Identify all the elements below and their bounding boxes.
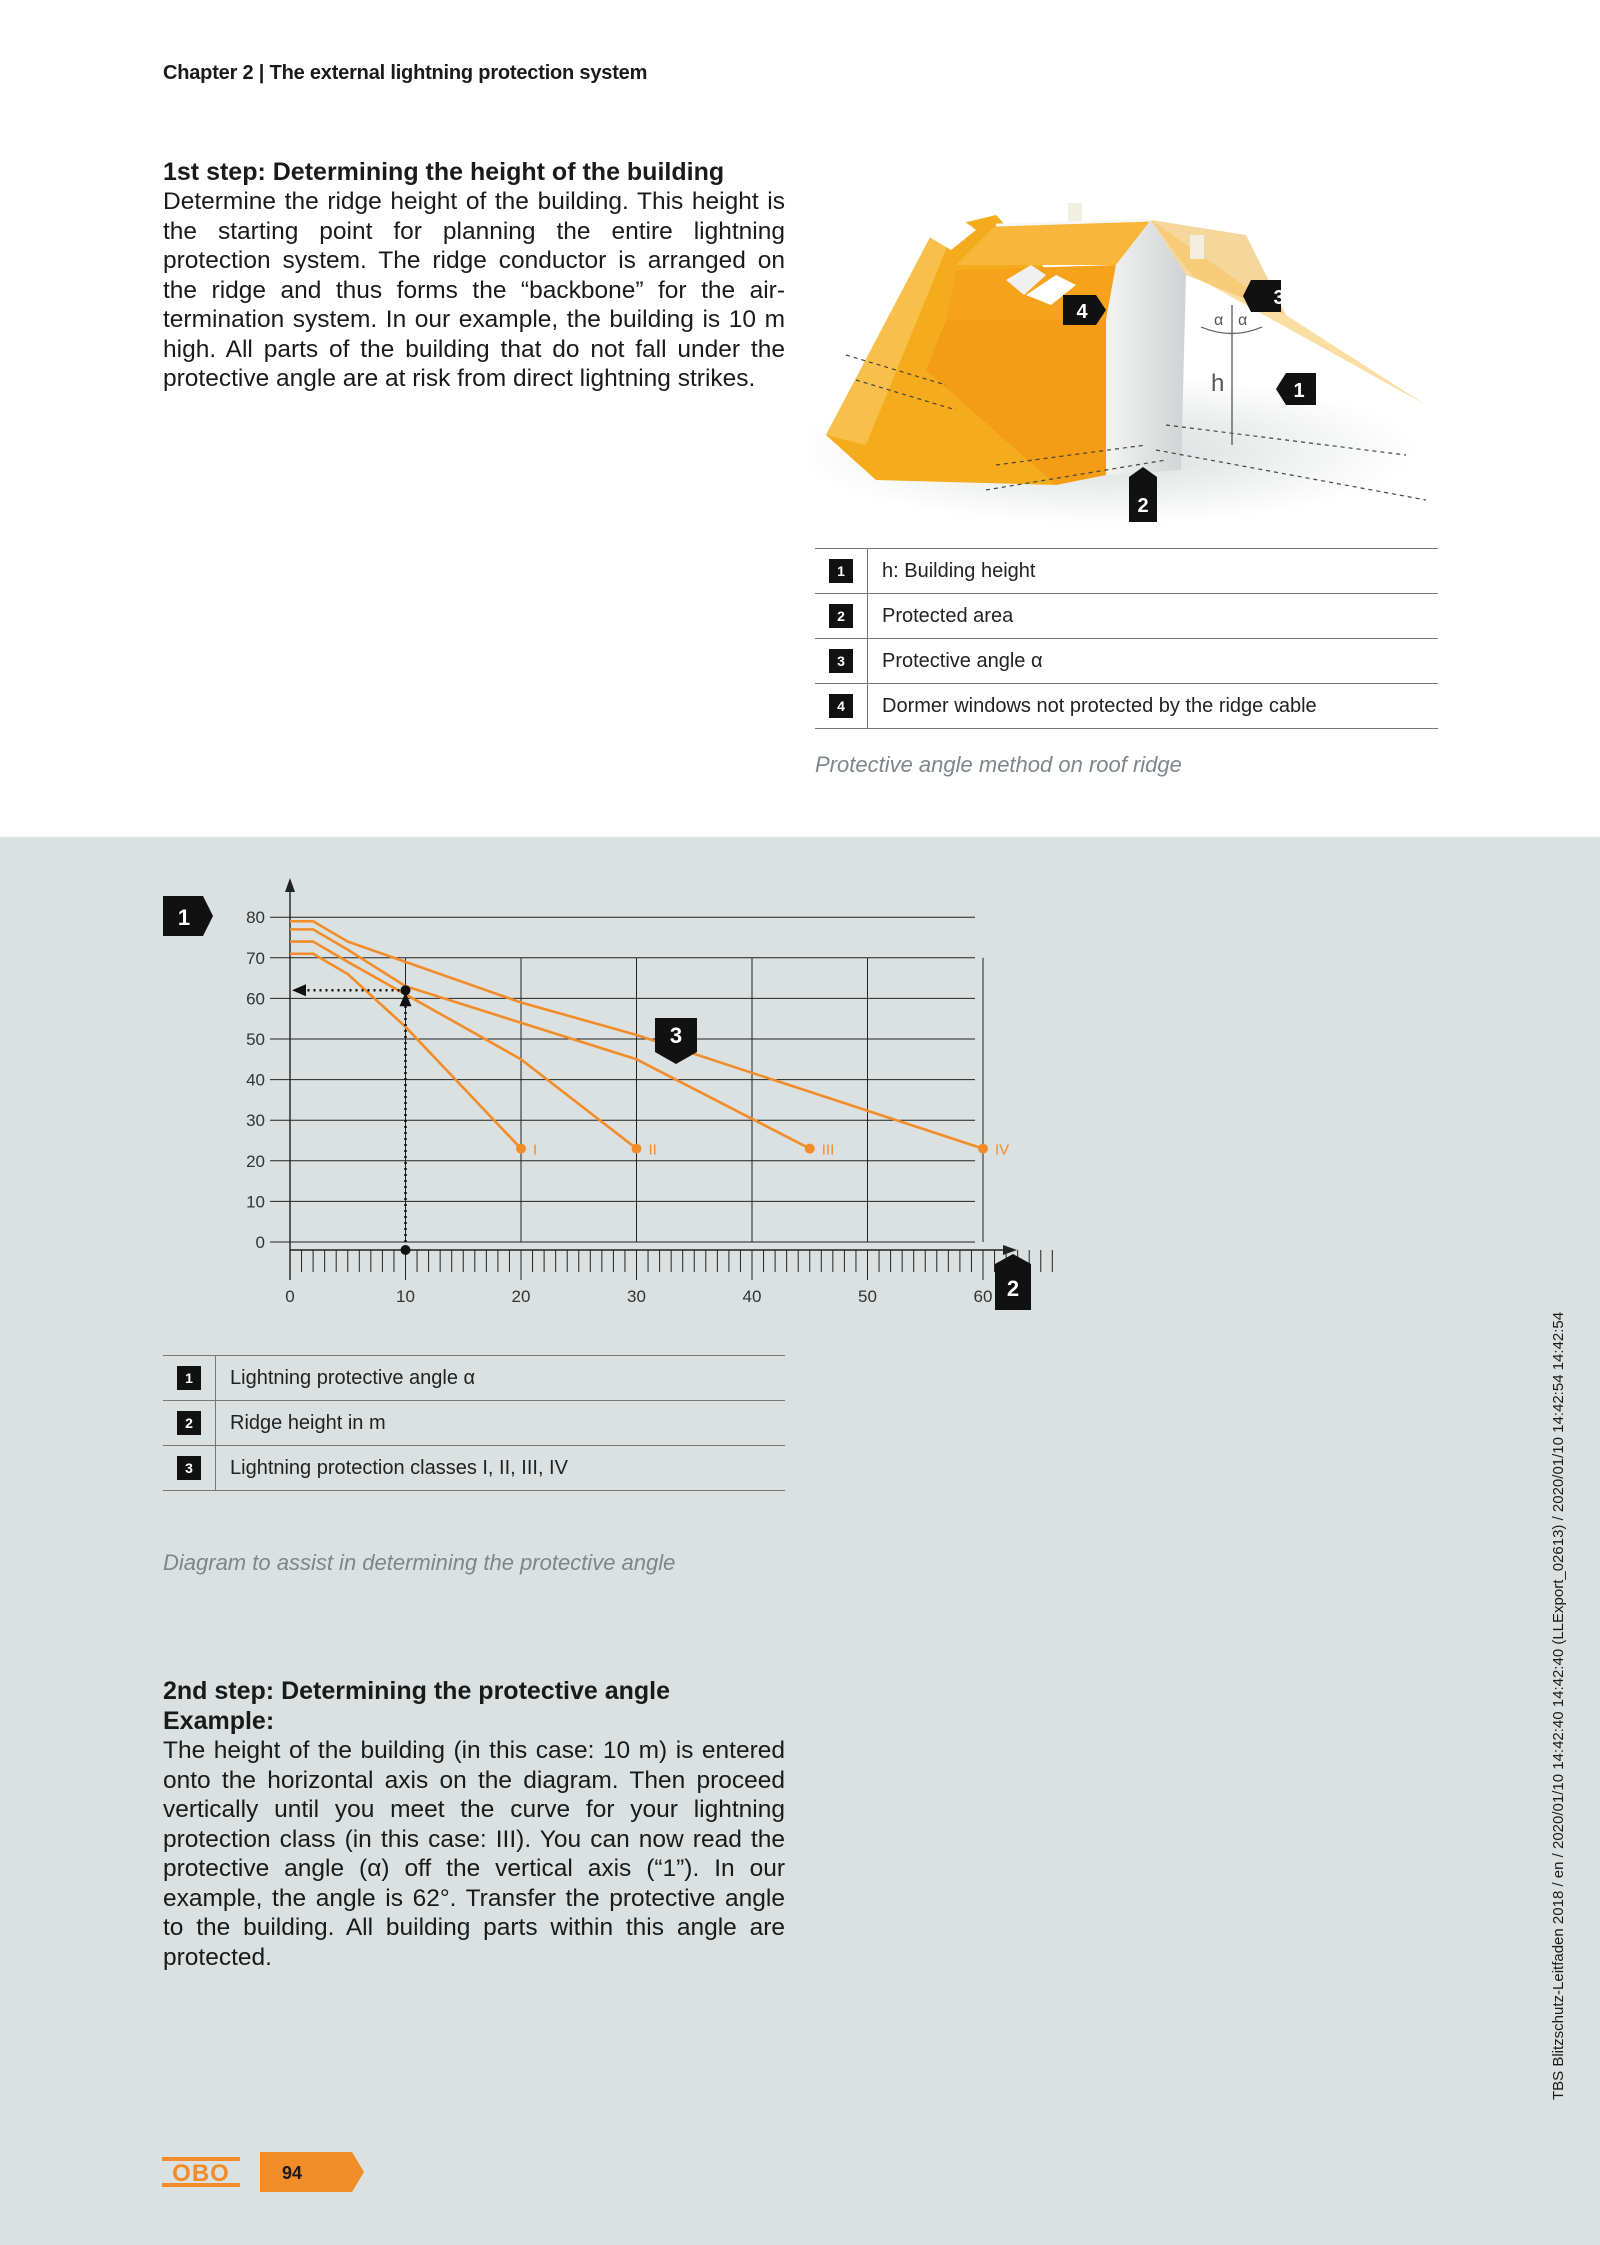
y-tick-label: 70 [246, 948, 265, 968]
chart-legend-number-cell [163, 1401, 216, 1446]
series-end-point-IV [978, 1144, 988, 1154]
step2-section [163, 1676, 785, 1972]
series-label-I: I [533, 1141, 538, 1159]
illustration-legend-text: Protected area [882, 604, 1014, 627]
svg-text:OBO: OBO [172, 2160, 230, 2187]
marker-3 [1243, 280, 1285, 312]
chart-legend-row [163, 1446, 785, 1491]
chart-grid [270, 878, 1052, 1280]
svg-text:2: 2 [1137, 495, 1149, 517]
example-left-arrow [292, 984, 306, 996]
h-label: h [1211, 370, 1225, 397]
chart-legend-text: Ridge height in m [230, 1411, 386, 1434]
x-tick-label: 10 [396, 1287, 415, 1306]
chart-caption: Diagram to assist in determining the protective angle [163, 1550, 676, 1575]
illustration-legend-number-badge: 2 [829, 604, 853, 628]
illustration-legend-number-badge: 4 [829, 694, 853, 718]
alpha-left-label: α [1214, 312, 1224, 329]
illustration-legend-number-cell [815, 639, 868, 684]
chart-legend-text: Lightning protection classes I, II, III, IV [230, 1456, 568, 1479]
illustration-legend-number-cell [815, 684, 868, 729]
illustration-legend-text: Protective angle α [882, 649, 1043, 672]
house-illustration [806, 155, 1440, 535]
chart-legend-number-badge: 1 [177, 1366, 201, 1390]
step1-title: 1st step: Determining the height of the building [163, 158, 725, 186]
page-number: 94 [281, 2163, 303, 2183]
side-print-info: TBS Blitzschutz-Leitfaden 2018 / en / 2020/01/10 14:42:40 14:42:40 (LLExport_02613) / 2020/01/10 14:42:54 14:42:54 [1550, 1311, 1567, 2100]
illustration-legend [815, 548, 1438, 729]
x-tick-label: 40 [742, 1287, 762, 1306]
y-tick-label: 40 [246, 1070, 265, 1090]
example-point [401, 985, 411, 995]
y-tick-label: 80 [246, 908, 265, 928]
svg-text:3: 3 [1273, 287, 1285, 309]
svg-text:2: 2 [1006, 1276, 1020, 1301]
y-tick-label: 20 [246, 1151, 265, 1171]
series-label-III: III [821, 1141, 835, 1159]
x-tick-label: 0 [285, 1287, 295, 1306]
chart-legend-text: Lightning protective angle α [230, 1366, 476, 1389]
step2-title: 2nd step: Determining the protective angle [163, 1677, 671, 1705]
y-tick-label: 50 [246, 1030, 265, 1049]
protective-angle-chart [140, 860, 1080, 1320]
illustration-legend-row [815, 639, 1438, 684]
svg-text:1: 1 [177, 905, 191, 930]
x-tick-label: 50 [858, 1287, 877, 1306]
illustration-legend-number-badge: 1 [829, 559, 853, 583]
step1-section [163, 157, 785, 394]
chart-legend-number-cell [163, 1446, 216, 1491]
illustration-legend-number-cell [815, 594, 868, 639]
chart-legend-number-badge: 3 [177, 1456, 201, 1480]
chart-legend-number-cell [163, 1356, 216, 1401]
x-tick-label: 30 [627, 1287, 646, 1306]
obo-logo [160, 2155, 242, 2189]
illustration-legend-number-badge: 3 [829, 649, 853, 673]
illustration-legend-row [815, 549, 1438, 594]
illustration-legend-row [815, 684, 1438, 729]
chart-marker-1 [163, 896, 213, 936]
illustration-legend-row [815, 594, 1438, 639]
svg-text:4: 4 [1076, 301, 1088, 323]
svg-text:1: 1 [1293, 380, 1305, 402]
example-start-point [401, 1245, 411, 1255]
marker-2 [1129, 467, 1157, 522]
chart-marker-3 [655, 1018, 697, 1064]
alpha-right-label: α [1238, 312, 1248, 329]
illustration-legend-text: h: Building height [882, 559, 1036, 582]
chart-marker-2 [995, 1254, 1031, 1310]
series-end-point-III [805, 1144, 815, 1154]
page-number-tab [260, 2152, 364, 2192]
chart-legend-row [163, 1401, 785, 1446]
chart-series [290, 921, 1009, 1158]
illustration-caption: Protective angle method on roof ridge [815, 752, 1182, 777]
step1-body: Determine the ridge height of the building. This height is the starting point for planning the entire lightning protection system. The ridge conductor is arranged on the ridge and thus forms the “backbone” for the air-termination system. In our example, the building is 10 m high. All parts of the building that do not fall under the protective angle are at risk from direct lightning strikes. [163, 188, 785, 392]
y-tick-label: 0 [255, 1233, 265, 1252]
chart-legend [163, 1355, 785, 1491]
step2-subtitle: Example: [163, 1707, 275, 1735]
svg-text:3: 3 [669, 1023, 683, 1048]
chart-legend-number-badge: 2 [177, 1411, 201, 1435]
y-tick-label: 10 [246, 1192, 265, 1212]
step2-body: The height of the building (in this case: 10 m) is entered onto the horizontal axis on the diagram. Then proceed vertically until you meet the curve for your lightning protection class (in this case: III). You can now read the protective angle (α) off the vertical axis (“1”). In our example, the angle is 62°. Transfer the protective angle to the building. All building parts within this angle are protected. [163, 1737, 785, 1971]
chapter-heading: Chapter 2 | The external lightning protection system [163, 62, 648, 84]
y-axis-arrow [285, 878, 295, 892]
series-label-IV: IV [995, 1141, 1010, 1159]
series-end-point-II [632, 1144, 642, 1154]
y-tick-label: 30 [246, 1111, 265, 1131]
illustration-legend-text: Dormer windows not protected by the ridge cable [882, 694, 1317, 717]
x-axis-arrow [1003, 1245, 1017, 1255]
series-end-point-I [516, 1144, 526, 1154]
series-line-II [290, 942, 637, 1149]
x-tick-label: 60 [973, 1287, 993, 1306]
x-tick-label: 20 [511, 1287, 531, 1306]
series-label-II: II [648, 1141, 657, 1159]
illustration-legend-number-cell [815, 549, 868, 594]
chart-example-path [292, 984, 412, 1255]
y-tick-label: 60 [246, 989, 265, 1009]
chart-legend-row [163, 1356, 785, 1401]
